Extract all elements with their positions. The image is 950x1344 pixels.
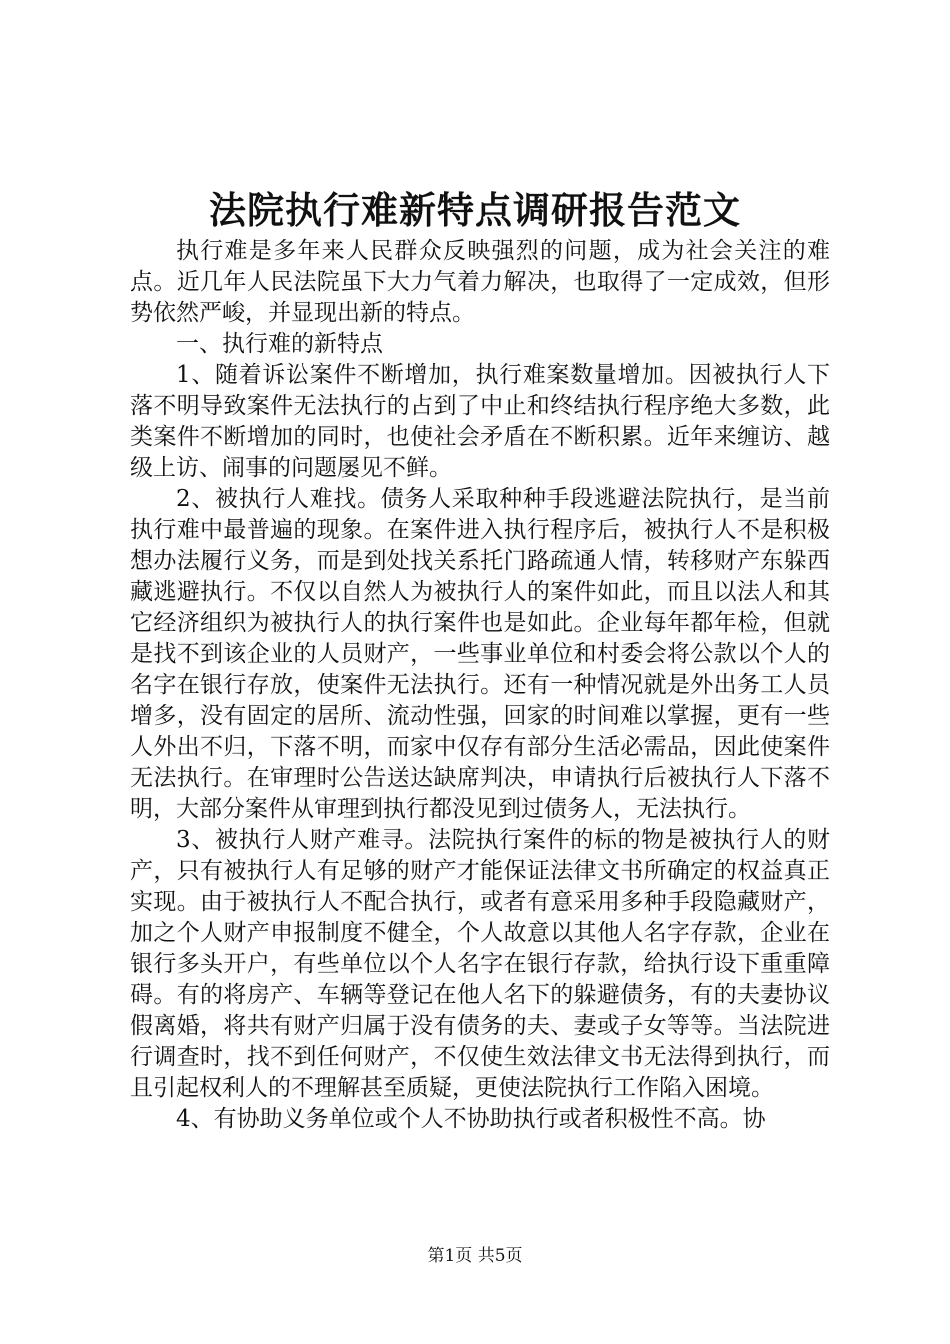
paragraph-point-2: 2、被执行人难找。债务人采取种种手段逃避法院执行，是当前执行难中最普遍的现象。在案件进入执行程序后，被执行人不是积极想办法履行义务，而是到处找关系托门路疏通人情，转移财产东躲西藏逃避执行。不仅以自然人为被执行人的案件如此，而且以法人和其它经济组织为被执行人的执行案件也是如此。企业每年都年检，但就是找不到该企业的人员财产，一些事业单位和村委会将公款以个人的名字在银行存放，使案件无法执行。还有一种情况就是外出务工人员增多，没有固定的居所、流动性强，回家的时间难以掌握，更有一些人外出不归，下落不明，而家中仅存有部分生活必需品，因此使案件无法执行。在审理时公告送达缺席判决，申请执行后被执行人下落不明，大部分案件从审理到执行都没见到过债务人，无法执行。: [130, 486, 830, 822]
section-heading: 一、执行难的新特点: [176, 331, 383, 357]
paragraph-intro: 执行难是多年来人民群众反映强烈的问题，成为社会关注的难点。近几年人民法院虽下大力气着力解决，也取得了一定成效，但形势依然严峻，并显现出新的特点。: [130, 238, 830, 326]
paragraph-point-4: 4、有协助义务单位或个人不协助执行或者积极性不高。协: [176, 1106, 766, 1132]
paragraph-point-1: 1、随着诉讼案件不断增加，执行难案数量增加。因被执行人下落不明导致案件无法执行的占到了中止和终结执行程序绝大多数，此类案件不断增加的同时，也使社会矛盾在不断积累。近年来缠访、越级上访、闹事的问题屡见不鲜。: [130, 362, 830, 481]
document-body: [130, 236, 830, 1135]
page-footer: 第1页 共5页: [427, 1246, 523, 1266]
document-title: 法院执行难新特点调研报告范文: [209, 188, 741, 232]
paragraph-point-3: 3、被执行人财产难寻。法院执行案件的标的物是被执行人的财产，只有被执行人有足够的财产才能保证法律文书所确定的权益真正实现。由于被执行人不配合执行，或者有意采用多种手段隐藏财产，加之个人财产申报制度不健全，个人故意以其他人名字存款，企业在银行多头开户，有些单位以个人名字在银行存款，给执行设下重重障碍。有的将房产、车辆等登记在他人名下的躲避债务，有的夫妻协议假离婚，将共有财产归属于没有债务的夫、妻或子女等等。当法院进行调查时，找不到任何财产，不仅使生效法律文书无法得到执行，而且引起权利人的不理解甚至质疑，更使法院执行工作陷入困境。: [130, 827, 830, 1101]
